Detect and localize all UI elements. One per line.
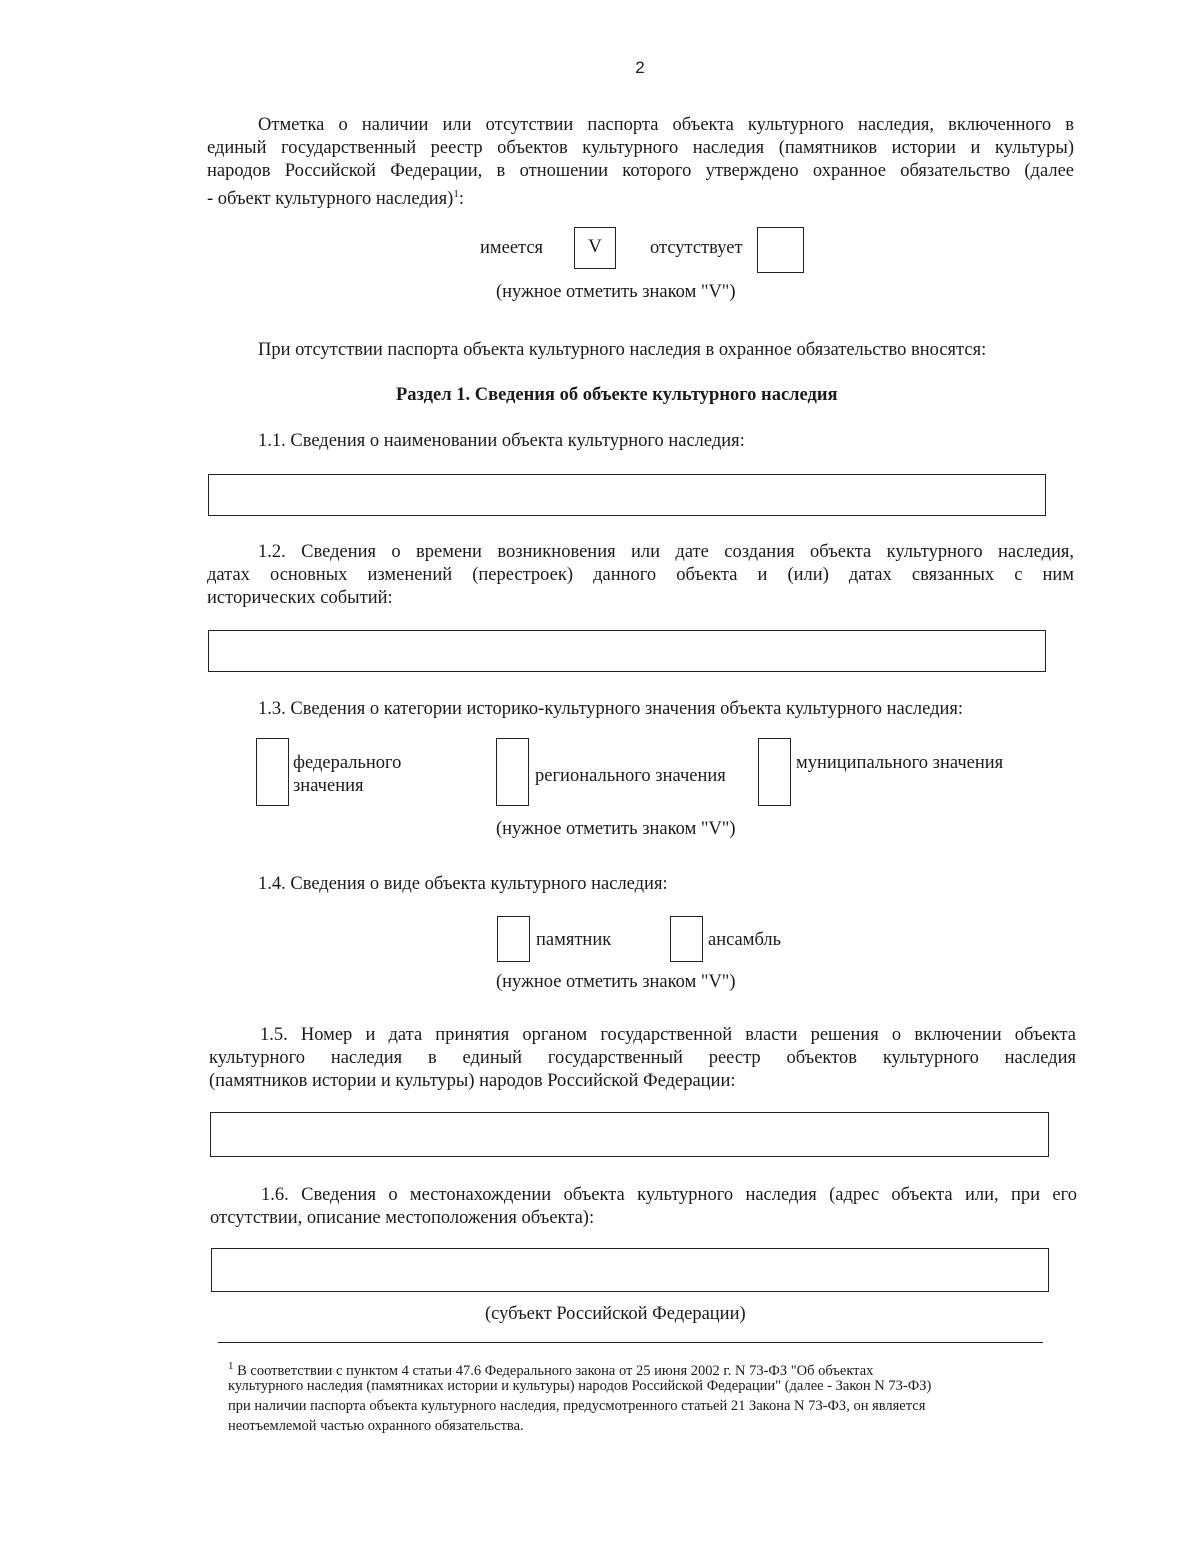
municipal-checkbox[interactable]: [758, 738, 791, 806]
dates-field[interactable]: [208, 630, 1046, 672]
section-1-5-line-1: 1.5. Номер и дата принятия органом государственной власти решения о включении объекта: [260, 1025, 1076, 1045]
federal-label-line-1: федерального: [293, 753, 402, 773]
regional-checkbox[interactable]: [496, 738, 529, 806]
footnote-line-3: при наличии паспорта объекта культурного наследия, предусмотренного статьей 21 Закона N 73-ФЗ, он является: [228, 1398, 926, 1414]
section-1-2-line-1: 1.2. Сведения о времени возникновения или дате создания объекта культурного наследия,: [258, 542, 1074, 562]
footnote-line-2: культурного наследия (памятниках истории и культуры) народов Российской Федерации" (далее - Закон N 73-ФЗ): [228, 1378, 932, 1394]
section-1-3-label: 1.3. Сведения о категории историко-культурного значения объекта культурного наследия:: [258, 699, 964, 719]
section-1-5-line-2: культурного наследия в единый государственный реестр объектов культурного наследия: [209, 1048, 1076, 1068]
ensemble-label: ансамбль: [708, 930, 782, 950]
passport-absent-label: отсутствует: [650, 238, 743, 258]
footnote-separator: [218, 1342, 1043, 1343]
monument-label: памятник: [536, 930, 612, 950]
federal-checkbox[interactable]: [256, 738, 289, 806]
monument-checkbox[interactable]: [497, 916, 530, 962]
regional-label: регионального значения: [535, 766, 726, 786]
intro-line-4: [207, 183, 464, 211]
page-number: 2: [635, 58, 645, 77]
section-1-5-line-3: (памятников истории и культуры) народов Российской Федерации:: [209, 1071, 736, 1091]
passport-absent-checkbox[interactable]: [757, 227, 804, 273]
category-hint: (нужное отметить знаком "V"): [496, 819, 736, 839]
federal-label-line-2: значения: [293, 776, 364, 796]
intro-line-1: Отметка о наличии или отсутствии паспорта объекта культурного наследия, включенного в: [258, 115, 1074, 135]
absence-note: При отсутствии паспорта объекта культурного наследия в охранное обязательство вносятся:: [258, 340, 987, 360]
kind-hint: (нужное отметить знаком "V"): [496, 972, 736, 992]
registry-decision-field[interactable]: [210, 1112, 1049, 1157]
footnote-marker: 1: [228, 1360, 234, 1372]
passport-present-checkbox[interactable]: V: [574, 227, 616, 269]
footnote-line-4: неотъемлемой частью охранного обязательства.: [228, 1418, 524, 1434]
municipal-label: муниципального значения: [796, 753, 1004, 773]
passport-present-label: имеется: [480, 238, 544, 258]
intro-line-4-text: - объект культурного наследия): [207, 189, 454, 210]
section-1-2-line-3: исторических событий:: [207, 588, 393, 608]
footnote-line-1-text: В соответствии с пунктом 4 статьи 47.6 Федерального закона от 25 июня 2002 г. N 73-ФЗ "Об объектах: [237, 1362, 874, 1379]
section-title: Раздел 1. Сведения об объекте культурного наследия: [396, 385, 838, 405]
intro-line-3: народов Российской Федерации, в отношении которого утверждено охранное обязательство (далее: [207, 161, 1074, 181]
subject-label: (субъект Российской Федерации): [485, 1304, 746, 1324]
section-1-1-label: 1.1. Сведения о наименовании объекта культурного наследия:: [258, 431, 745, 451]
ensemble-checkbox[interactable]: [670, 916, 703, 962]
subject-field[interactable]: [211, 1248, 1049, 1292]
section-1-4-label: 1.4. Сведения о виде объекта культурного наследия:: [258, 874, 668, 894]
intro-line-2: единый государственный реестр объектов культурного наследия (памятников истории и культуры): [207, 138, 1074, 158]
intro-colon: :: [458, 189, 464, 210]
section-1-6-line-1: 1.6. Сведения о местонахождении объекта культурного наследия (адрес объекта или, при его: [261, 1185, 1077, 1205]
section-1-2-line-2: датах основных изменений (перестроек) данного объекта и (или) датах связанных с ним: [207, 565, 1074, 585]
passport-hint: (нужное отметить знаком "V"): [496, 282, 736, 302]
name-field[interactable]: [208, 474, 1046, 516]
section-1-6-line-2: отсутствии, описание местоположения объекта):: [210, 1208, 595, 1228]
footnote-ref: 1: [453, 188, 459, 200]
